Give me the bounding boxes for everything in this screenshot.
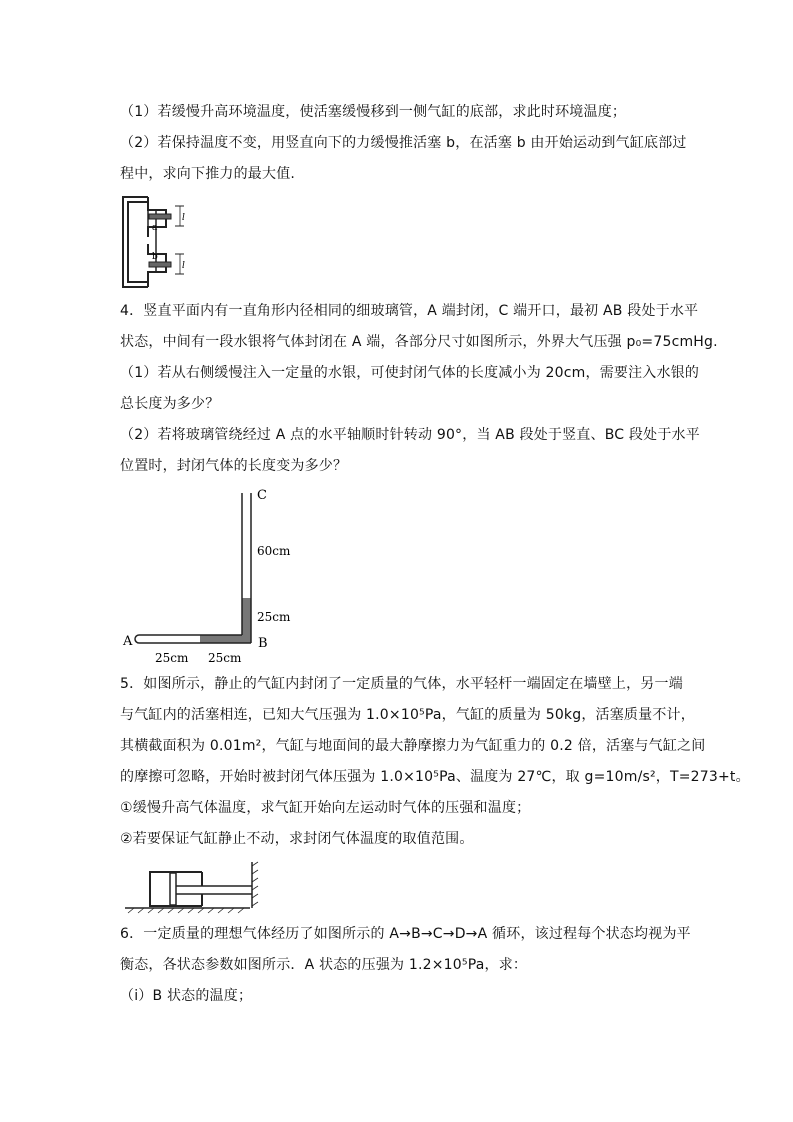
- piston: [170, 873, 176, 905]
- label-B: B: [258, 636, 268, 651]
- label-25cm-h2: 25cm: [208, 651, 242, 665]
- cylinder-two-piston-figure: [118, 192, 208, 292]
- label-25cm-h1: 25cm: [155, 651, 189, 665]
- q4-line2: 状态，中间有一段水银将气体封闭在 A 端，各部分尺寸如图所示，外界大气压强 p₀=75cmHg.: [120, 334, 718, 350]
- q5-line4: 的摩擦可忽略，开始时被封闭气体压强为 1.0×10⁵Pa、温度为 27℃，取 g=10m/s²，T=273+t。: [120, 769, 750, 785]
- label-A: A: [123, 634, 133, 649]
- piston-a: [149, 214, 171, 219]
- cylinder-wall-rod-figure: [120, 860, 270, 915]
- label-a: a: [152, 223, 158, 233]
- q5-line1: 5．如图所示，静止的气缸内封闭了一定质量的气体，水平轻杆一端固定在墙壁上，另一端: [120, 676, 683, 692]
- label-l-bottom: l: [182, 261, 185, 271]
- q5-part1: ①缓慢升高气体温度，求气缸开始向左运动时气体的压强和温度；: [120, 800, 531, 816]
- q5-line2: 与气缸内的活塞相连，已知大气压强为 1.0×10⁵Pa，气缸的质量为 50kg，活塞质量不计，: [120, 707, 695, 723]
- q5-line3: 其横截面积为 0.01m²，气缸与地面间的最大静摩擦力为气缸重力的 0.2 倍，活塞与气缸之间: [120, 738, 706, 754]
- label-b: b: [152, 252, 158, 262]
- label-60cm: 60cm: [257, 544, 291, 558]
- q4-part1-line2: 总长度为多少？: [120, 396, 220, 412]
- q3-part1: （1）若缓慢升高环境温度，使活塞缓慢移到一侧气缸的底部，求此时环境温度；: [120, 104, 627, 120]
- q4-part2-line2: 位置时，封闭气体的长度变为多少？: [120, 458, 348, 474]
- q4-part2-line1: （2）若将玻璃管绕经过 A 点的水平轴顺时针转动 90°，当 AB 段处于竖直、BC 段处于水平: [120, 427, 700, 443]
- q6-part1: （i）B 状态的温度；: [120, 988, 253, 1004]
- q6-line2: 衡态，各状态参数如图所示．A 状态的压强为 1.2×10⁵Pa，求：: [120, 957, 528, 973]
- q5-part2: ②若要保证气缸静止不动，求封闭气体温度的取值范围。: [120, 831, 474, 847]
- q4-part1-line1: （1）若从右侧缓慢注入一定量的水银，可使封闭气体的长度减小为 20cm，需要注入水银的: [120, 365, 700, 381]
- q3-part2-line1: （2）若保持温度不变，用竖直向下的力缓慢推活塞 b，在活塞 b 由开始运动到气缸底部过: [120, 135, 687, 151]
- q3-part2-line2: 程中，求向下推力的最大值.: [120, 166, 296, 182]
- label-C: C: [257, 488, 267, 503]
- label-25cm-vertical: 25cm: [257, 610, 291, 624]
- l-tube-figure: [115, 485, 325, 670]
- q4-line1: 4．竖直平面内有一直角形内径相同的细玻璃管，A 端封闭，C 端开口，最初 AB 段处于水平: [120, 303, 699, 319]
- label-l-top: l: [182, 213, 185, 223]
- mercury-horizontal: [200, 635, 251, 643]
- q6-line1: 6．一定质量的理想气体经历了如图所示的 A→B→C→D→A 循环，该过程每个状态均视为平: [120, 926, 691, 942]
- piston-b: [149, 262, 171, 267]
